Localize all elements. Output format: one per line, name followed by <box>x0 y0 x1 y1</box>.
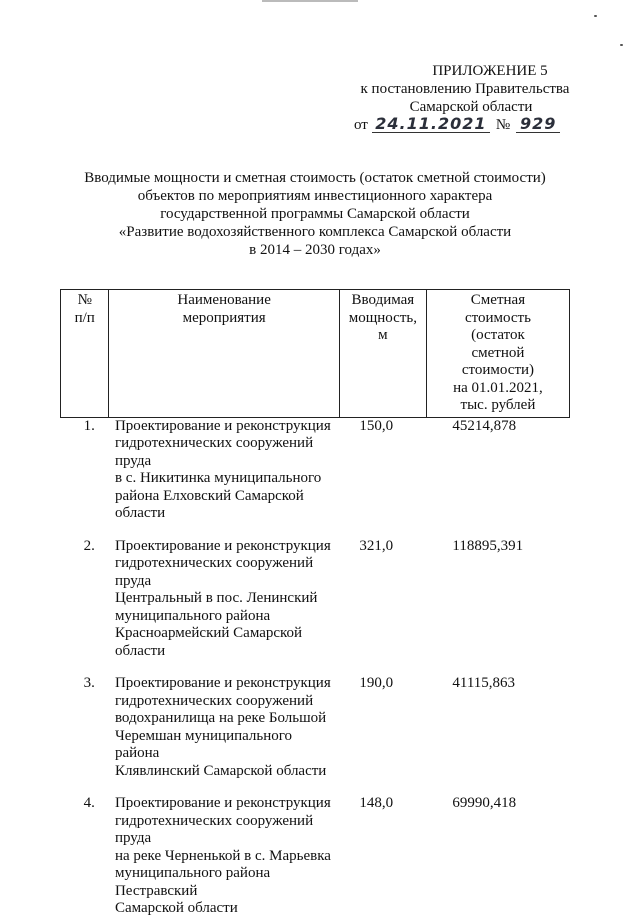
appendix-date-row <box>354 116 580 134</box>
appendix-resolution-line: к постановлению Правительства <box>360 81 570 97</box>
investment-objects-table <box>60 289 570 918</box>
document-title-line: государственной программы Самарской области <box>160 206 470 222</box>
row-name: Проектирование и реконструкция гидротехнических сооружений водохранилища на реке Большой Черемшан муниципального района Клявлинский Самарской области <box>114 675 331 779</box>
row-cost: 41115,863 <box>452 675 516 691</box>
table-row <box>61 795 570 918</box>
document-title-line: «Развитие водохозяйственного комплекса Самарской области <box>118 224 512 240</box>
number-prefix: № <box>495 117 511 133</box>
row-name: Проектирование и реконструкция гидротехнических сооружений пруда Центральный в пос. Ленинский муниципального района Красноармейский Самарской области <box>114 537 331 659</box>
row-number: 4. <box>83 795 95 811</box>
table-row <box>61 538 570 661</box>
col-header-power: Вводимая мощность, м <box>339 290 426 418</box>
document-title <box>60 169 570 259</box>
document-title-line: в 2014 – 2030 годах» <box>249 242 381 258</box>
row-number: 2. <box>83 537 95 554</box>
row-cost: 45214,878 <box>452 417 517 434</box>
row-power: 321,0 <box>359 537 394 554</box>
row-power: 150,0 <box>359 417 394 434</box>
row-power: 148,0 <box>359 795 394 811</box>
appendix-header <box>350 62 580 134</box>
date-prefix: от <box>354 117 368 133</box>
table-row <box>61 675 570 780</box>
row-name: Проектирование и реконструкция гидротехнических сооружений пруда в с. Никитинка муниципального района Елховский Самарской области <box>114 417 331 521</box>
col-header-name: Наименование мероприятия <box>109 290 339 418</box>
row-cost: 118895,391 <box>452 537 524 554</box>
scan-edge-mark <box>262 0 358 2</box>
row-power: 190,0 <box>359 675 394 691</box>
document-title-line: Вводимые мощности и сметная стоимость (остаток сметной стоимости) <box>84 170 546 186</box>
col-header-number: № п/п <box>61 290 109 418</box>
scan-speck <box>620 44 623 46</box>
appendix-label: ПРИЛОЖЕНИЕ 5 <box>432 63 548 79</box>
scan-speck <box>594 15 597 17</box>
handwritten-number: 929 <box>516 116 560 133</box>
table-row <box>61 417 570 523</box>
row-number: 1. <box>83 417 95 434</box>
row-number: 3. <box>83 675 95 691</box>
appendix-region-line: Самарской области <box>409 99 533 115</box>
document-title-line: объектов по мероприятиям инвестиционного характера <box>137 188 493 204</box>
table-header <box>61 290 570 418</box>
row-name: Проектирование и реконструкция гидротехнических сооружений пруда на реке Черненькой в с. Марьевка муниципального района Пестравский Самарской области <box>114 795 331 916</box>
col-header-cost: Сметная стоимость (остаток сметной стоимости) на 01.01.2021, тыс. рублей <box>426 290 569 418</box>
row-cost: 69990,418 <box>452 795 517 811</box>
table-body <box>61 417 570 918</box>
handwritten-date: 24.11.2021 <box>372 116 490 133</box>
